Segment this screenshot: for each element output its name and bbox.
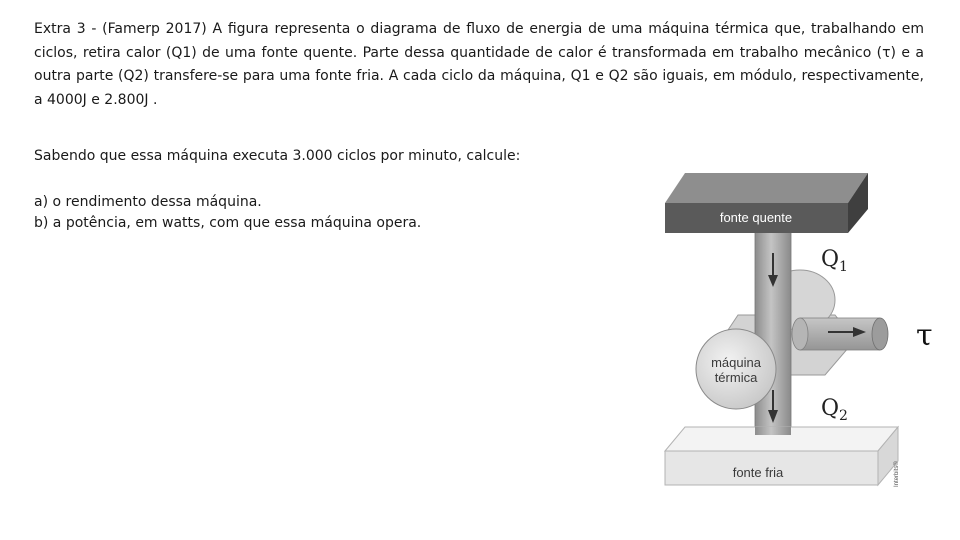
heat-engine-diagram	[660, 165, 950, 495]
cold-source-label: fonte fria	[732, 465, 784, 480]
hot-source-block	[665, 173, 868, 233]
work-label-tau: τ	[916, 318, 933, 353]
hot-source-label: fonte quente	[719, 210, 793, 225]
problem-statement: Extra 3 - (Famerp 2017) A figura representa o diagrama de fluxo de energia de uma máquina térmica que, trabalhando em ciclos, retira calor (Q1) de uma fonte quente. Parte dessa quantidade de calor é transformada em trabalho mecânico (τ) e a outra parte (Q2) transfere-se para uma fonte fria. A cada ciclo da máquina, Q1 e Q2 são iguais, em módulo, respectivamente, a 4000J e 2.800J .	[34, 21, 924, 108]
credit-label: Interbits®	[894, 461, 900, 487]
machine-sphere	[696, 329, 776, 409]
machine-label-line1: máquina	[711, 355, 761, 370]
question-text: Sabendo que essa máquina executa 3.000 ciclos por minuto, calcule:	[34, 148, 521, 164]
machine-label-line2: térmica	[714, 370, 758, 385]
item-b: b) a potência, em watts, com que essa máquina opera.	[34, 215, 422, 231]
diagram-svg	[660, 165, 950, 495]
cold-source-block	[665, 427, 898, 485]
work-output-pipe	[792, 318, 888, 350]
item-a: a) o rendimento dessa máquina.	[34, 194, 262, 210]
q2-label: $Q_2$	[821, 396, 848, 424]
q1-label: $Q_1$	[821, 247, 848, 275]
